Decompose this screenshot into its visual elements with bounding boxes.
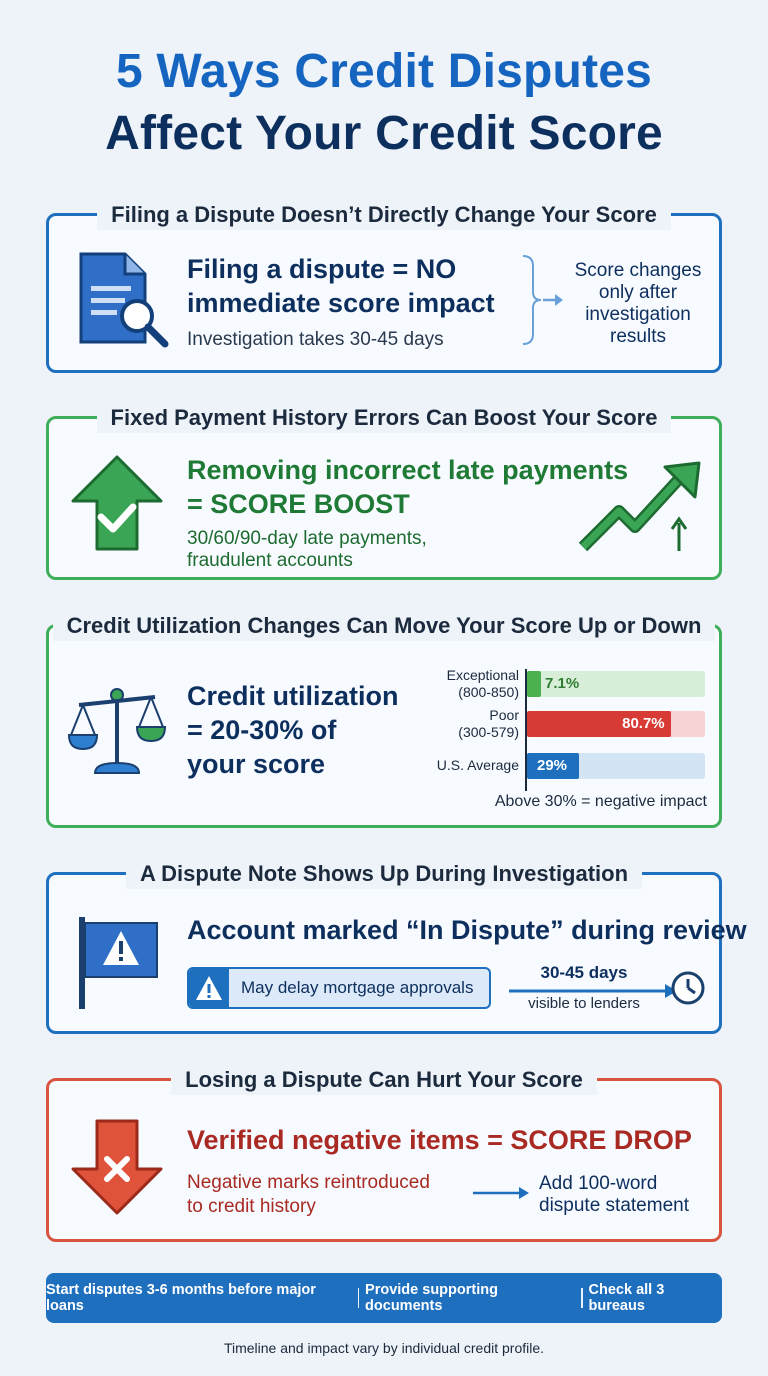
bar-track [527, 711, 705, 737]
detail-line2: fraudulent accounts [187, 550, 353, 571]
up-arrow-check-icon [69, 453, 165, 553]
timeline-top: 30-45 days [540, 963, 628, 982]
headline-line1: Filing a dispute = NO [187, 254, 457, 284]
trend-up-icon [575, 459, 705, 555]
warning-flag-icon [77, 915, 161, 1011]
bar-track [527, 671, 705, 697]
tip-documents: Provide supporting documents [365, 1282, 498, 1314]
headline-line1: Credit utilization [187, 681, 399, 711]
warning-triangle-icon [189, 969, 229, 1007]
side-note: Score changes only after investigation results [574, 260, 702, 347]
footer-tips-bar [46, 1273, 722, 1323]
document-search-icon [75, 250, 173, 350]
section-losing-dispute [46, 1067, 722, 1242]
timeline-bottom: visible to lenders [528, 995, 640, 1012]
detail-line2: to credit history [187, 1196, 316, 1217]
headline: Account marked “In Dispute” during review [187, 915, 747, 945]
bracket-arrow-icon [519, 252, 569, 348]
tip-start-early: Start disputes 3-6 months before major loans [46, 1282, 316, 1314]
detail-line1: 30/60/90-day late payments, [187, 528, 427, 549]
investigation-time: Investigation takes 30-45 days [187, 329, 444, 350]
disclaimer: Timeline and impact vary by individual credit profile. [223, 1340, 545, 1356]
section-heading: Losing a Dispute Can Hurt Your Score [171, 1065, 597, 1095]
clock-icon [669, 969, 707, 1007]
warning-box [187, 967, 491, 1009]
section-payment-history [46, 405, 722, 580]
section-heading: Fixed Payment History Errors Can Boost Your Score [97, 403, 672, 433]
bar-value: 7.1% [545, 675, 580, 692]
headline: Verified negative items = SCORE DROP [187, 1125, 692, 1155]
tip-separator [581, 1288, 582, 1308]
bar-track [527, 753, 705, 779]
bar-note: Above 30% = negative impact [494, 793, 707, 810]
down-arrow-x-icon [69, 1117, 165, 1217]
bar-label: U.S. Average [436, 757, 519, 773]
headline-line3: your score [187, 749, 326, 779]
tip-bureaus: Check all 3 bureaus [588, 1282, 665, 1314]
bar-value: 80.7% [622, 715, 665, 732]
bar-label: Poor (300-579) [458, 707, 519, 740]
warning-text: May delay mortgage approvals [241, 978, 474, 997]
headline-line2: = 20-30% of [187, 715, 337, 745]
section-filing-dispute [46, 202, 722, 373]
bar-label: Exceptional (800-850) [446, 667, 519, 700]
headline-line2: = SCORE BOOST [187, 489, 410, 519]
section-dispute-note [46, 861, 747, 1034]
section-credit-utilization [46, 613, 722, 828]
section-heading: Credit Utilization Changes Can Move Your Score Up or Down [53, 611, 716, 641]
detail-line1: Negative marks reintroduced [187, 1172, 430, 1193]
action-arrow-icon [473, 1185, 533, 1201]
main-title-line1: 5 Ways Credit Disputes [115, 45, 653, 98]
action-text: Add 100-word dispute statement [539, 1173, 689, 1216]
section-heading: Filing a Dispute Doesn’t Directly Change Your Score [97, 200, 671, 230]
balance-scale-icon [67, 683, 167, 779]
bar-value: 29% [537, 757, 568, 774]
headline-line1: Removing incorrect late payments [187, 455, 629, 485]
bar-fill [527, 671, 541, 697]
section-heading: A Dispute Note Shows Up During Investigation [126, 859, 642, 889]
headline-line2: immediate score impact [187, 288, 495, 318]
main-title-line2: Affect Your Credit Score [105, 107, 663, 160]
tip-separator [358, 1288, 359, 1308]
